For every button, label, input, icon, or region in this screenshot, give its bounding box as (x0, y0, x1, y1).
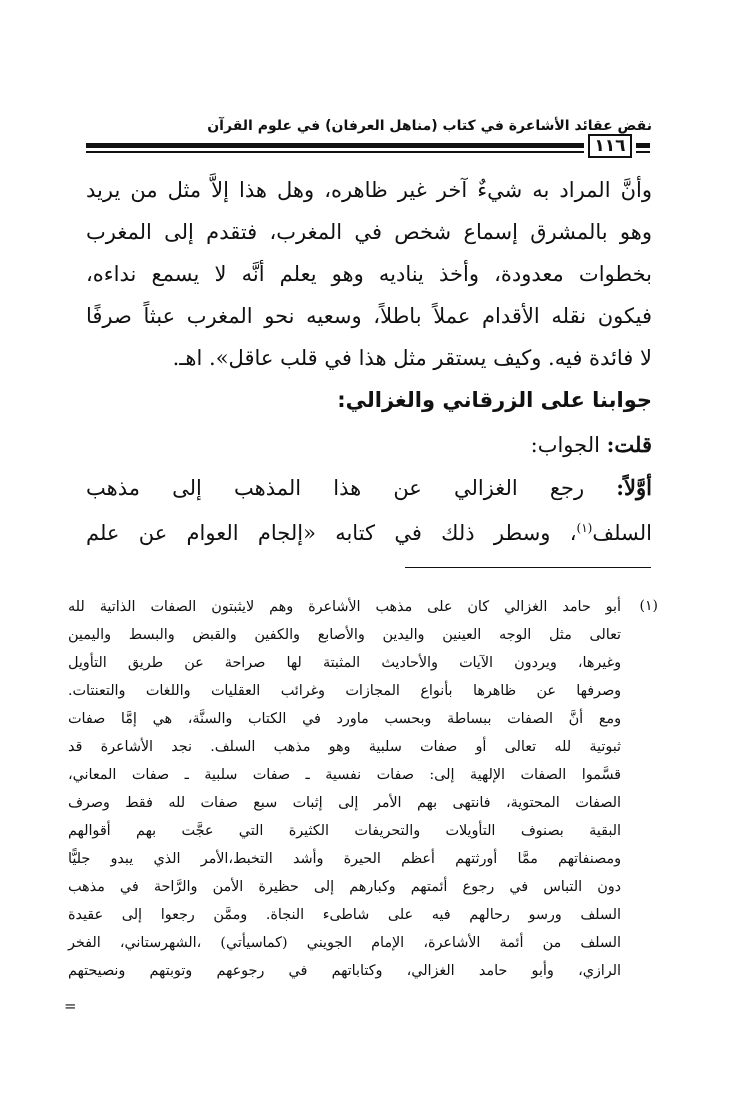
footnote-line: وصرفها عن ظاهرها بأنواع المجازات وغرائب العقليات واللغات والتعنتات. (68, 683, 621, 699)
footnote-line: الرازي، وأبو حامد الغزالي، وكتاباتهم في رجوعهم وتوبتهم ونصيحتهم (68, 963, 621, 979)
footnote-line: تعالى مثل الوجه العينين واليدين والأصابع والكفين والقبض والبسط واليمين (68, 627, 621, 643)
footnote-line: البقية بصنوف التأويلات والتحريفات الكثيرة التي عجَّت بهم أقوالهم (68, 823, 621, 839)
footnote-line: قسَّموا الصفات الإلهية إلى: صفات نفسية ـ صفات سلبية ـ صفات المعاني، (68, 767, 621, 783)
body-text: السلف (592, 521, 652, 545)
footnote-line: أبو حامد الغزالي كان على مذهب الأشاعرة وهم لايثبتون الصفات الذاتية لله (68, 599, 621, 615)
page-number-dash-thin (636, 151, 650, 153)
footnote-line: السلف من أئمة الأشاعرة، الإمام الجويني (كماسيأتي) ،الشهرستاني، الفخر (68, 935, 621, 951)
footnote-line: وغيرها، ويردون الآيات والأحاديث المثبتة لها صراحة عن طريق التأويل (68, 655, 621, 671)
answer-line (86, 432, 652, 457)
footnote-marker: (١) (639, 598, 658, 614)
footnote-line: ثبوتية لله تعالى أو صفات سلبية وهو مذهب السلف. نجد الأشاعرة قد (68, 739, 621, 755)
footnote-continuation-mark: = (64, 997, 77, 1015)
section-heading: جوابنا على الزرقاني والغزالي: (337, 388, 652, 412)
body-text: ، وسطر ذلك في كتابه «إلجام العوام عن علم (86, 521, 577, 545)
body-line: وأنَّ المراد به شيءٌ آخر غير ظاهره، وهل هذا إلاَّ مثل من يريد (86, 178, 652, 202)
footnote-separator (405, 567, 651, 568)
first-label: أوَّلاً: (616, 475, 652, 500)
said-label: قلت: (606, 432, 652, 457)
footnote-line: السلف ورسو رحالهم فيه على شاطىء النجاة. وممَّن رجعوا إلى عقيدة (68, 907, 621, 923)
body-line: وهو بالمشرق إسماع شخص في المغرب، فتقدم إلى المغرب (86, 220, 652, 244)
footnote-line: ومع أنَّ الصفات ببساطة وبحسب ماورد في الكتاب والسنَّة، هي إمَّا صفات (68, 711, 621, 727)
body-line: بخطوات معدودة، وأخذ يناديه وهو يعلم أنَّه لا يسمع نداءه، (86, 262, 652, 286)
body-line: فيكون نقله الأقدام عملاً باطلاً، وسعيه نحو المغرب عبثاً صرفًا (86, 304, 652, 328)
footnote-ref: (١) (576, 521, 593, 535)
page-number: ١١٦ (588, 134, 632, 158)
first-point-text: رجع الغزالي عن هذا المذهب إلى مذهب (86, 476, 617, 500)
page-number-dash (636, 143, 650, 148)
running-header-title: نقض عقائد الأشاعرة في كتاب (مناهل العرفان) في علوم القرآن (207, 118, 652, 134)
said-text: الجواب: (530, 433, 607, 457)
first-point-line (86, 472, 652, 504)
body-line: لا فائدة فيه. وكيف يستقر مثل هذا في قلب عاقل». اهـ. (172, 346, 652, 370)
header-rule-thin (86, 151, 584, 153)
header-rule-thick (86, 143, 584, 148)
body-line-last (86, 512, 652, 549)
footnote-line: الصفات المحتوية، فانتهى بهم الأمر إلى إثبات سبع صفات لله فقط وصرف (68, 795, 621, 811)
footnote-line: ومصنفاتهم ممَّا أورثتهم أعظم الحيرة وأشد التخبط،الأمر الذي يبدو جليًّا (68, 851, 621, 867)
footnote-line: دون التباس في رجوع أئمتهم وكبارهم إلى حظيرة الأمن والرَّاحة في مذهب (68, 879, 621, 895)
